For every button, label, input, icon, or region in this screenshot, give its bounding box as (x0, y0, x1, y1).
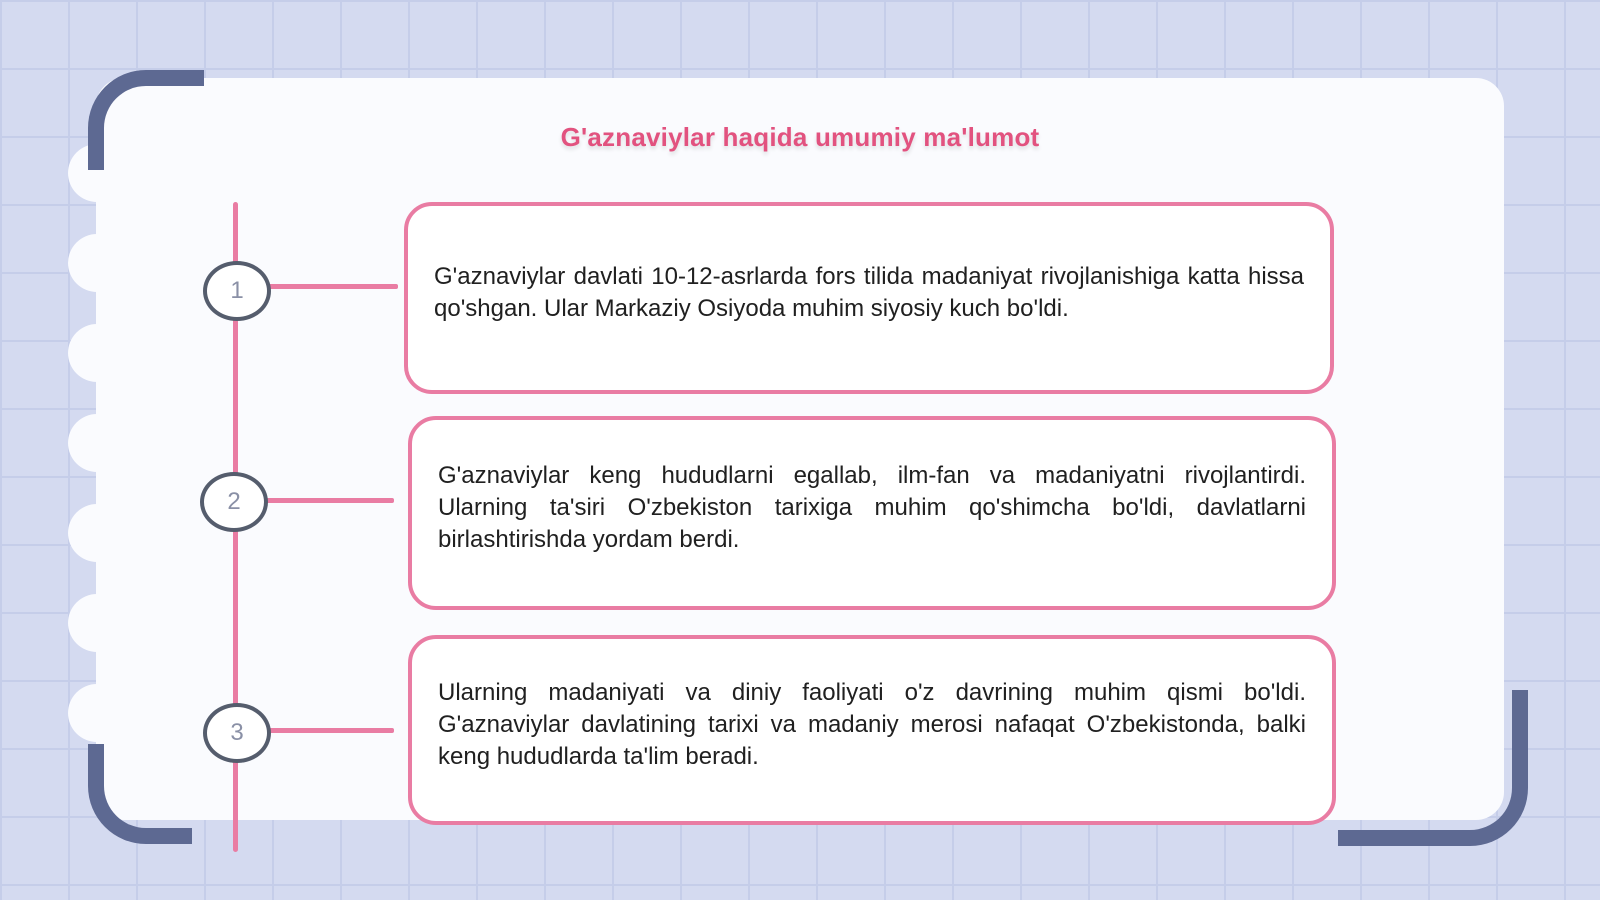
scallop-decoration (68, 684, 126, 742)
info-box-3 (408, 635, 1336, 825)
scallop-decoration (68, 504, 126, 562)
scallop-decoration (68, 414, 126, 472)
timeline-connector-1 (266, 284, 398, 289)
info-text-2: G'aznaviylar keng hududlarni egallab, ilm-fan va madaniyatni rivojlantirdi. Ularning ta'siri O'zbekiston tarixiga muhim qo'shimcha bo'ldi, davlatlarni birlashtirishda yordam berdi. (438, 462, 1306, 553)
info-text-3: Ularning madaniyati va diniy faoliyati o'z davrining muhim qismi bo'ldi. G'aznaviylar davlatining tarixi va madaniy merosi nafaqat O'zbekistonda, balki keng hududlarda ta'lim beradi. (438, 679, 1306, 770)
timeline-node-2: 2 (200, 472, 268, 532)
scallop-decoration (68, 594, 126, 652)
timeline-connector-3 (266, 728, 394, 733)
slide-title: G'aznaviylar haqida umumiy ma'lumot (560, 122, 1040, 152)
timeline-node-3: 3 (203, 703, 271, 763)
scallop-decoration (68, 234, 126, 292)
info-text-1: G'aznaviylar davlati 10-12-asrlarda fors tilida madaniyat rivojlanishiga katta hissa qo'shgan. Ular Markaziy Osiyoda muhim siyosiy kuch bo'ldi. (434, 263, 1304, 322)
corner-bracket-bottom-left (88, 744, 192, 844)
timeline-connector-2 (264, 498, 394, 503)
timeline-node-1: 1 (203, 261, 271, 321)
corner-bracket-bottom-right (1338, 690, 1528, 846)
corner-bracket-top-left (88, 70, 204, 170)
scallop-decoration (68, 324, 126, 382)
info-box-1 (404, 202, 1334, 394)
info-box-2 (408, 416, 1336, 610)
